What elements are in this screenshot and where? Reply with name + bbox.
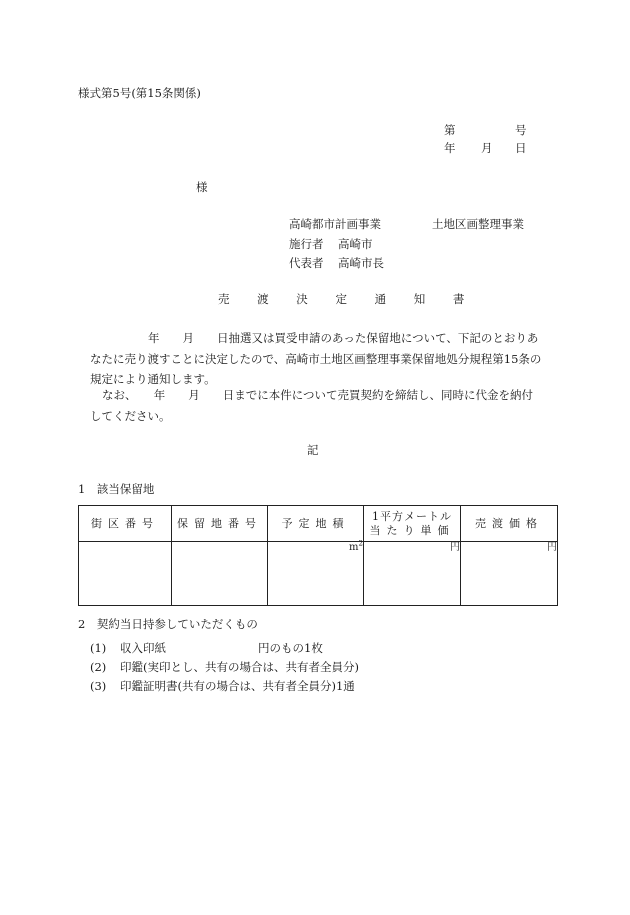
sale-price-unit: 円 [547,542,557,553]
section-2-heading: 2 契約当日持参していただくもの [78,617,258,631]
doc-number-suffix: 号 [515,123,527,137]
list-item-text: 印鑑(実印とし、共有の場合は、共有者全員分) [120,660,359,674]
table-header-row [79,506,558,542]
body-line: なお、 年 月 日までに本件について売買契約を締結し、同時に代金を納付 [102,388,534,402]
section-1-heading: 1 該当保留地 [78,482,155,496]
cell-block-number[interactable] [79,542,172,606]
cell-unit-price[interactable] [364,542,461,606]
body-line: なたに売り渡すことに決定したので、高崎市土地区画整理事業保留地処分規程第15条の [90,351,542,366]
body-line: してください。 [90,408,171,423]
representative-name: 高崎市長 [338,256,384,270]
list-item-text: 印鑑証明書(共有の場合は、共有者全員分)1通 [120,679,355,693]
list-item-number: (2) [90,660,107,674]
document-title: 売 渡 決 定 通 知 書 [218,292,473,306]
list-item-text: 収入印紙 円のもの1枚 [120,641,323,655]
form-number-label: 様式第5号(第15条関係) [78,86,201,100]
column-header-block-number: 街区番号 [79,506,172,542]
ki-marker: 記 [307,443,319,457]
body-line: 規定により通知します。 [90,372,216,386]
executor-label: 施行者 [289,237,324,251]
executor-name: 高崎市 [338,237,373,251]
date-day: 日 [515,141,527,155]
project-name-2: 土地区画整理事業 [432,217,524,231]
column-header-area: 予定地積 [268,506,364,542]
project-name-1: 高崎都市計画事業 [289,217,381,231]
area-unit: m [349,542,359,553]
representative-label: 代表者 [289,256,324,270]
cell-area[interactable] [268,539,364,606]
cell-sale-price[interactable] [461,542,558,606]
unit-price-header-line1: 1平方メートル [372,509,452,523]
reserved-land-table [78,505,558,606]
column-header-sale-price: 売渡価格 [461,506,558,542]
date-year: 年 [444,141,456,155]
area-unit-superscript: 2 [358,539,363,548]
column-header-unit-price [364,506,461,542]
unit-price-unit: 円 [450,542,460,553]
list-item-number: (1) [90,641,107,655]
table-row [79,542,558,606]
list-item-number: (3) [90,679,107,693]
body-paragraph-1 [90,328,555,390]
doc-number-prefix: 第 [444,123,456,137]
body-line: 年 月 日抽選又は買受申請のあった保留地について、下記のとおりあ [148,331,539,345]
body-paragraph-2 [90,385,555,426]
date-month: 月 [481,141,493,155]
recipient-honorific: 様 [196,180,208,194]
unit-price-header-line2: 当たり単価 [369,523,455,537]
column-header-lot-number: 保留地番号 [172,506,268,542]
cell-lot-number[interactable] [172,542,268,606]
